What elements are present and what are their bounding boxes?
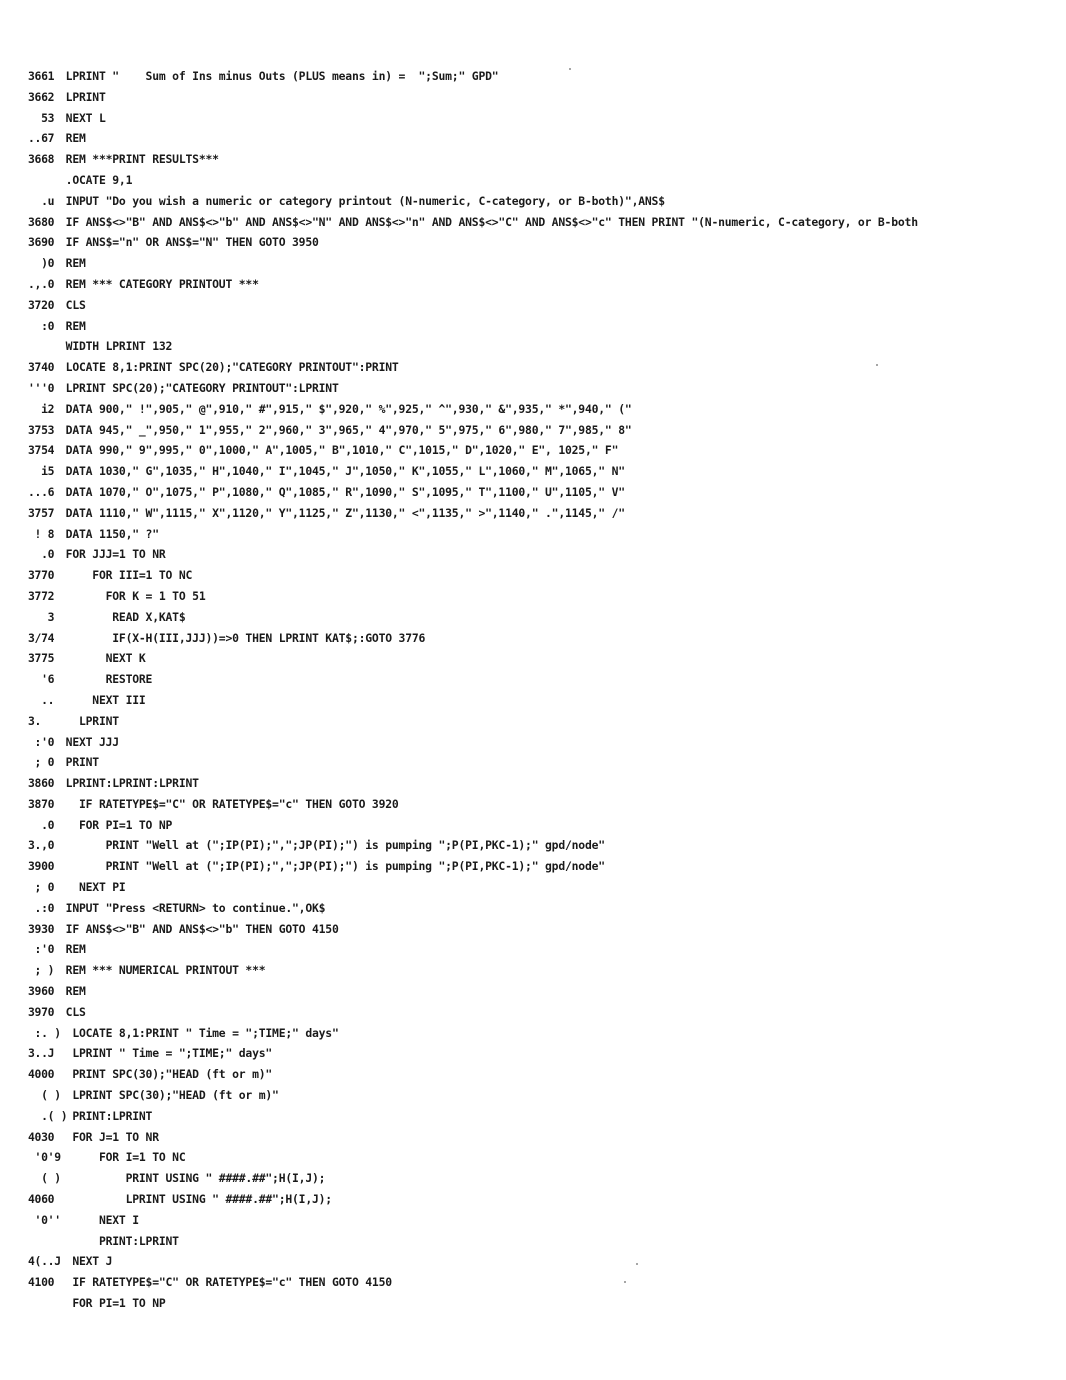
line-number: .u (28, 193, 55, 208)
line-number: 3668 (28, 152, 55, 167)
code-line (28, 1168, 1058, 1189)
code-text: LPRINT USING " ####.##";H(I,J); (59, 1192, 332, 1207)
line-number: 4030 (28, 1129, 55, 1144)
code-line (28, 212, 1058, 233)
code-line (28, 773, 1058, 794)
code-text: FOR III=1 TO NC (59, 568, 193, 583)
code-text: INPUT "Do you wish a numeric or category printout (N-numeric, C-category, or B-both)",ANS$ (59, 193, 665, 208)
code-text: FOR JJJ=1 TO NR (59, 547, 166, 562)
code-text: INPUT "Press <RETURN> to continue.",OK$ (59, 900, 326, 915)
code-text: RESTORE (59, 672, 153, 687)
code-text: NEXT J (59, 1254, 113, 1269)
code-line (28, 128, 1058, 149)
code-text: IF RATETYPE$="C" OR RATETYPE$="c" THEN GOTO 4150 (59, 1275, 392, 1290)
code-text: PRINT:LPRINT (59, 1108, 153, 1123)
code-line (28, 357, 1058, 378)
line-number: 3..J (28, 1046, 55, 1061)
code-line (28, 336, 1058, 357)
code-text: PRINT (59, 755, 99, 770)
code-line (28, 482, 1058, 503)
code-text: NEXT L (59, 110, 106, 125)
line-number: ( ) (28, 1171, 61, 1186)
code-line (28, 711, 1058, 732)
line-number: 3.,0 (28, 838, 55, 853)
code-line (28, 1147, 1058, 1168)
code-line (28, 1002, 1058, 1023)
line-number: '0'9 (28, 1150, 61, 1165)
line-number: )0 (28, 256, 55, 271)
scan-speck (624, 1281, 626, 1283)
code-line (28, 1251, 1058, 1272)
code-text: DATA 1110," W",1115," X",1120," Y",1125," Z",1130," <",1135," >",1140," .",1145," /" (59, 505, 625, 520)
code-text: LPRINT:LPRINT:LPRINT (59, 776, 199, 791)
line-number: 4100 (28, 1275, 55, 1290)
code-listing (28, 66, 1058, 1314)
code-text: IF ANS$="n" OR ANS$="N" THEN GOTO 3950 (59, 235, 319, 250)
code-line (28, 170, 1058, 191)
line-number: 3870 (28, 796, 55, 811)
code-line (28, 981, 1058, 1002)
code-line (28, 586, 1058, 607)
code-text: NEXT III (59, 692, 146, 707)
code-line (28, 939, 1058, 960)
code-text: REM ***PRINT RESULTS*** (59, 152, 219, 167)
line-number: 3753 (28, 422, 55, 437)
line-number: ..67 (28, 131, 55, 146)
code-line (28, 1085, 1058, 1106)
line-number: 4060 (28, 1192, 55, 1207)
code-line (28, 1210, 1058, 1231)
line-number: ; 0 (28, 755, 55, 770)
line-number: 3720 (28, 297, 55, 312)
line-number: ...6 (28, 484, 55, 499)
line-number: .( ) (28, 1108, 68, 1123)
line-number: 3770 (28, 568, 55, 583)
line-number: '''0 (28, 380, 55, 395)
line-number: 3775 (28, 651, 55, 666)
line-number: ; ) (28, 963, 55, 978)
line-number: 3680 (28, 214, 55, 229)
code-text: DATA 1070," O",1075," P",1080," Q",1085," R",1090," S",1095," T",1100," U",1105," V" (59, 484, 625, 499)
code-text: FOR I=1 TO NC (59, 1150, 186, 1165)
code-text: .OCATE 9,1 (59, 172, 133, 187)
code-text: CLS (59, 1004, 86, 1019)
code-text: IF ANS$<>"B" AND ANS$<>"b" AND ANS$<>"N" AND ANS$<>"n" AND ANS$<>"C" AND ANS$<>"c" THEN PRINT "(N-numeric, C-category, or B-both (59, 214, 918, 229)
scan-speck (569, 68, 571, 70)
code-line (28, 732, 1058, 753)
line-number: 3661 (28, 69, 55, 83)
code-text: LPRINT (59, 713, 119, 728)
code-line (28, 815, 1058, 836)
code-text: LOCATE 8,1:PRINT SPC(20);"CATEGORY PRINTOUT":PRINT (59, 360, 399, 375)
code-text: REM (59, 942, 86, 957)
code-text: FOR PI=1 TO NP (59, 817, 173, 832)
code-text: DATA 990," 9",995," 0",1000," A",1005," B",1010," C",1015," D",1020," E", 1025," F" (59, 443, 619, 458)
code-text: FOR PI=1 TO NP (59, 1296, 166, 1311)
code-line (28, 399, 1058, 420)
code-text: CLS (59, 297, 86, 312)
line-number: 3. (28, 713, 55, 728)
line-number: 3900 (28, 859, 55, 874)
code-text: LPRINT SPC(30);"HEAD (ft or m)" (59, 1088, 279, 1103)
code-line (28, 669, 1058, 690)
line-number: :. ) (28, 1025, 61, 1040)
code-text: NEXT I (59, 1212, 139, 1227)
code-text: WIDTH LPRINT 132 (59, 339, 173, 354)
code-line (28, 898, 1058, 919)
line-number: i2 (28, 401, 55, 416)
code-text: LOCATE 8,1:PRINT " Time = ";TIME;" days" (59, 1025, 339, 1040)
code-text: NEXT K (59, 651, 146, 666)
code-line (28, 316, 1058, 337)
line-number: 3757 (28, 505, 55, 520)
line-number: :0 (28, 318, 55, 333)
code-line (28, 253, 1058, 274)
line-number: :'0 (28, 942, 55, 957)
code-text: DATA 1150," ?" (59, 526, 159, 541)
code-text: DATA 945," _",950," 1",955," 2",960," 3",965," 4",970," 5",975," 6",980," 7",985," 8" (59, 422, 632, 437)
code-line (28, 856, 1058, 877)
code-line (28, 690, 1058, 711)
code-line (28, 524, 1058, 545)
line-number: 3930 (28, 921, 55, 936)
code-line (28, 1023, 1058, 1044)
code-text: DATA 900," !",905," @",910," #",915," $",920," %",925," ^",930," &",935," *",940," (" (59, 401, 632, 416)
code-text: PRINT "Well at (";IP(PI);",";JP(PI);") is pumping ";P(PI,PKC-1);" gpd/node" (59, 859, 605, 874)
code-text: PRINT "Well at (";IP(PI);",";JP(PI);") is pumping ";P(PI,PKC-1);" gpd/node" (59, 838, 605, 853)
code-text: FOR K = 1 TO 51 (59, 588, 206, 603)
code-line (28, 149, 1058, 170)
line-number: '0'' (28, 1212, 61, 1227)
code-line (28, 1272, 1058, 1293)
code-text: DATA 1030," G",1035," H",1040," I",1045," J",1050," K",1055," L",1060," M",1065," N" (59, 464, 625, 479)
line-number (28, 170, 59, 191)
line-number: 4000 (28, 1067, 55, 1082)
code-text: IF(X-H(III,JJJ))=>0 THEN LPRINT KAT$;:GOTO 3776 (59, 630, 426, 645)
line-number: 3 (28, 609, 55, 624)
code-line (28, 1106, 1058, 1127)
code-text: REM (59, 131, 86, 146)
code-line (28, 919, 1058, 940)
code-line (28, 544, 1058, 565)
line-number: ! 8 (28, 526, 55, 541)
code-line (28, 752, 1058, 773)
line-number: 4(..J (28, 1254, 61, 1269)
code-line (28, 1127, 1058, 1148)
code-line (28, 87, 1058, 108)
code-line (28, 648, 1058, 669)
code-line (28, 835, 1058, 856)
code-line (28, 628, 1058, 649)
line-number: .. (28, 692, 55, 707)
line-number: i5 (28, 464, 55, 479)
line-number: 3772 (28, 588, 55, 603)
code-text: FOR J=1 TO NR (59, 1129, 159, 1144)
code-line (28, 794, 1058, 815)
line-number: .:0 (28, 900, 55, 915)
code-text: READ X,KAT$ (59, 609, 186, 624)
code-line (28, 607, 1058, 628)
line-number: ; 0 (28, 880, 55, 895)
code-text: REM *** CATEGORY PRINTOUT *** (59, 276, 259, 291)
code-line (28, 461, 1058, 482)
code-text: REM *** NUMERICAL PRINTOUT *** (59, 963, 266, 978)
scan-speck (876, 364, 878, 366)
code-line (28, 66, 1058, 87)
line-number: 3662 (28, 89, 55, 104)
code-text: PRINT:LPRINT (59, 1233, 179, 1248)
code-text: NEXT PI (59, 880, 126, 895)
line-number: 3860 (28, 776, 55, 791)
code-line (28, 960, 1058, 981)
code-line (28, 503, 1058, 524)
line-number: 3740 (28, 360, 55, 375)
code-text: LPRINT " Time = ";TIME;" days" (59, 1046, 273, 1061)
code-text: NEXT JJJ (59, 734, 119, 749)
code-line (28, 565, 1058, 586)
line-number: 3960 (28, 984, 55, 999)
code-line (28, 1231, 1058, 1252)
line-number: 3690 (28, 235, 55, 250)
line-number: ( ) (28, 1088, 61, 1103)
code-text: LPRINT " Sum of Ins minus Outs (PLUS means in) = ";Sum;" GPD" (59, 69, 499, 83)
line-number: .0 (28, 547, 55, 562)
code-text: PRINT USING " ####.##";H(I,J); (59, 1171, 326, 1186)
line-number (28, 1231, 59, 1252)
code-text: PRINT SPC(30);"HEAD (ft or m)" (59, 1067, 273, 1082)
code-line (28, 877, 1058, 898)
line-number: .,.0 (28, 276, 55, 291)
line-number: :'0 (28, 734, 55, 749)
code-text: LPRINT (59, 89, 106, 104)
code-line (28, 1064, 1058, 1085)
line-number: 53 (28, 110, 55, 125)
code-line (28, 191, 1058, 212)
code-line (28, 420, 1058, 441)
code-line (28, 1043, 1058, 1064)
code-line (28, 108, 1058, 129)
code-line (28, 274, 1058, 295)
line-number: 3970 (28, 1004, 55, 1019)
code-line (28, 378, 1058, 399)
line-number: '6 (28, 672, 55, 687)
code-text: REM (59, 318, 86, 333)
code-line (28, 440, 1058, 461)
scan-speck (636, 1263, 638, 1265)
line-number (28, 1293, 59, 1314)
line-number: .0 (28, 817, 55, 832)
code-text: IF ANS$<>"B" AND ANS$<>"b" THEN GOTO 4150 (59, 921, 339, 936)
code-line (28, 232, 1058, 253)
code-text: REM (59, 256, 86, 271)
code-line (28, 1293, 1058, 1314)
code-text: REM (59, 984, 86, 999)
code-line (28, 295, 1058, 316)
line-number: 3/74 (28, 630, 55, 645)
line-number (28, 336, 59, 357)
code-text: LPRINT SPC(20);"CATEGORY PRINTOUT":LPRINT (59, 380, 339, 395)
code-text: IF RATETYPE$="C" OR RATETYPE$="c" THEN GOTO 3920 (59, 796, 399, 811)
code-line (28, 1189, 1058, 1210)
line-number: 3754 (28, 443, 55, 458)
